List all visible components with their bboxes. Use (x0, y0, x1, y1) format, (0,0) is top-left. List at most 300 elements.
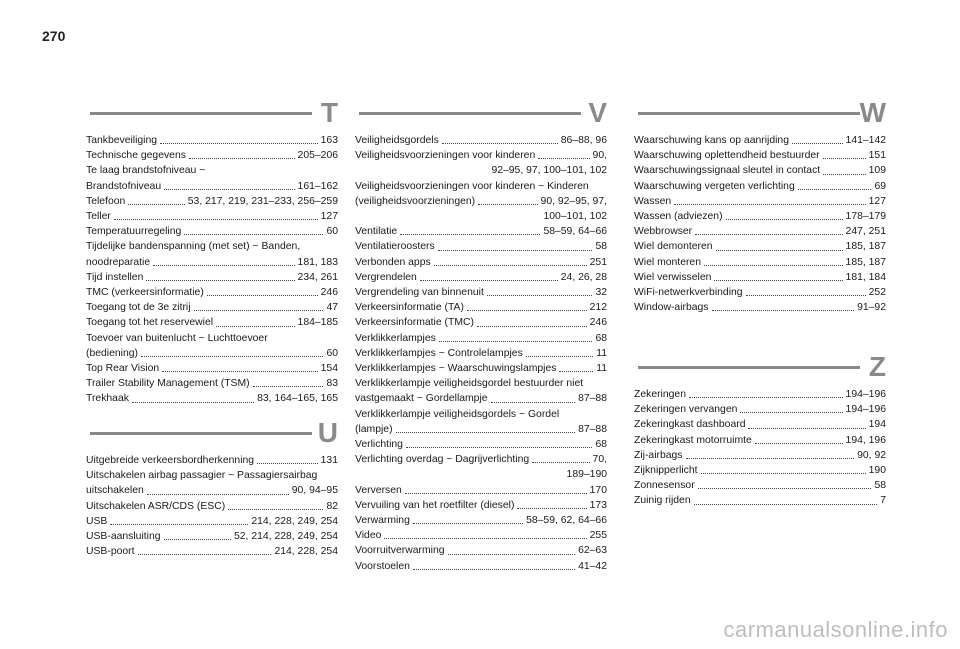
entry-term: Waarschuwing kans op aanrijding (634, 135, 789, 146)
entry-pages: 62–63 (578, 545, 607, 557)
entry-term: Verklikkerlampje veiligheidsgordels ~ Gordel (355, 408, 560, 420)
index-entry (355, 498, 607, 513)
index-entry (634, 402, 886, 417)
entry-pages: 127 (320, 211, 338, 223)
dot-leader (396, 432, 576, 433)
entry-term: Veiligheidsvoorzieningen voor kinderen ~ Kinderen (355, 180, 589, 192)
entry-term: Verkeersinformatie (TA) (355, 302, 464, 314)
index-entry (355, 270, 607, 285)
entry-term: Technische gegevens (86, 150, 186, 162)
entry-term: Telefoon (86, 195, 126, 207)
entry-pages: 100–101, 102 (543, 211, 607, 223)
index-entry (86, 391, 338, 406)
entry-pages: 194–196 (845, 404, 886, 416)
dot-leader (695, 234, 842, 235)
index-section (634, 350, 886, 509)
entry-pages: 60 (326, 347, 338, 359)
index-entry (634, 224, 886, 239)
index-entry (355, 224, 607, 239)
entry-pages: 214, 228, 249, 254 (251, 515, 338, 527)
entry-term: Zij-airbags (634, 449, 683, 461)
index-entry (86, 529, 338, 544)
entry-pages: 184–185 (297, 317, 338, 329)
dot-leader (406, 447, 592, 448)
dot-leader (413, 569, 575, 570)
index-column-3 (634, 96, 886, 509)
entry-pages: 181, 183 (297, 256, 338, 268)
index-entry (86, 148, 338, 163)
index-entry (634, 270, 886, 285)
index-entry (634, 163, 886, 178)
dot-leader (184, 234, 323, 235)
dot-leader (559, 371, 593, 372)
index-entry (86, 194, 338, 209)
index-entry (86, 270, 338, 285)
entry-pages: 90, 92 (857, 449, 886, 461)
dot-leader (823, 158, 866, 159)
dot-leader (257, 463, 318, 464)
entry-term: Top Rear Vision (86, 363, 160, 375)
index-entry (634, 285, 886, 300)
dot-leader (110, 524, 248, 525)
entry-pages: 252 (868, 287, 886, 299)
dot-leader (748, 428, 865, 429)
entry-term: Uitgebreide verkeersbordherkenning (86, 455, 255, 466)
entry-term: Verversen (355, 484, 402, 496)
entry-pages: 11 (596, 363, 607, 375)
index-entry (634, 300, 886, 315)
entry-term: Verlichting (355, 439, 403, 451)
index-entry (86, 483, 338, 498)
index-entry (634, 417, 886, 432)
section-divider (359, 112, 581, 115)
index-entry (86, 315, 338, 330)
entry-pages: 194 (868, 419, 886, 431)
entry-term: (veiligheidsvoorzieningen) (355, 195, 476, 207)
dot-leader (413, 523, 523, 524)
index-entry (355, 437, 607, 452)
dot-leader (716, 250, 843, 251)
section-header (86, 96, 338, 130)
index-entry-list (634, 387, 886, 509)
entry-term: USB-poort (86, 546, 135, 558)
index-entry (355, 483, 607, 498)
entry-pages: 24, 26, 28 (560, 271, 607, 283)
index-entry (355, 179, 607, 194)
entry-pages: 163 (320, 135, 338, 146)
entry-term: Wiel demonteren (634, 241, 713, 253)
index-entry (86, 163, 338, 178)
section-divider (638, 366, 860, 369)
entry-term: Uitschakelen ASR/CDS (ESC) (86, 500, 226, 512)
dot-leader (704, 265, 843, 266)
index-entry (355, 239, 607, 254)
entry-term: WiFi-netwerkverbinding (634, 287, 743, 299)
entry-term: Vergrendeling van binnenuit (355, 287, 484, 299)
dot-leader (689, 397, 843, 398)
entry-term: Zuinig rijden (634, 495, 691, 507)
entry-pages: 194–196 (845, 389, 886, 400)
entry-term: USB (86, 515, 108, 527)
entry-term: Teller (86, 211, 111, 223)
index-section (634, 96, 886, 350)
index-section (355, 96, 607, 574)
dot-leader (216, 326, 294, 327)
dot-leader (526, 356, 593, 357)
dot-leader (153, 265, 294, 266)
dot-leader (487, 295, 593, 296)
entry-pages: 131 (320, 455, 338, 466)
dot-leader (467, 310, 587, 311)
index-section (86, 96, 338, 416)
index-entry (355, 331, 607, 346)
entry-pages: 185, 187 (845, 256, 886, 268)
index-entry (355, 467, 607, 482)
index-entry (86, 499, 338, 514)
entry-term: Waarschuwing oplettendheid bestuurder (634, 150, 820, 162)
index-entry (634, 148, 886, 163)
entry-pages: 86–88, 96 (560, 135, 607, 146)
dot-leader (434, 265, 587, 266)
index-entry-list (86, 133, 338, 407)
dot-leader (438, 250, 593, 251)
entry-pages: 58–59, 64–66 (543, 226, 607, 238)
index-entry (86, 346, 338, 361)
entry-term: Veiligheidsgordels (355, 135, 439, 146)
index-entry (634, 239, 886, 254)
index-entry (86, 361, 338, 376)
entry-pages: 234, 261 (297, 271, 338, 283)
entry-pages: 90, 94–95 (291, 485, 338, 497)
index-section (86, 416, 338, 559)
entry-pages: 214, 228, 254 (274, 546, 338, 558)
section-letter: W (859, 97, 886, 128)
entry-pages: 11 (596, 347, 607, 359)
index-entry-list (355, 133, 607, 574)
entry-pages: 70, (592, 454, 607, 466)
entry-term: Zekeringen (634, 389, 686, 400)
dot-leader (128, 204, 184, 205)
entry-pages: 69 (874, 180, 886, 192)
entry-pages: 154 (320, 363, 338, 375)
index-entry (86, 468, 338, 483)
dot-leader (698, 488, 872, 489)
index-entry (355, 163, 607, 178)
index-entry (355, 148, 607, 163)
entry-pages: 181, 184 (845, 271, 886, 283)
index-entry (86, 376, 338, 391)
index-entry-list (86, 453, 338, 559)
entry-term: Voorruitverwarming (355, 545, 445, 557)
dot-leader (253, 386, 324, 387)
dot-leader (114, 219, 318, 220)
index-entry (634, 493, 886, 508)
index-column-2 (355, 96, 607, 574)
entry-pages: 178–179 (845, 211, 886, 223)
index-entry (634, 433, 886, 448)
dot-leader (420, 280, 558, 281)
entry-term: Veiligheidsvoorzieningen voor kinderen (355, 150, 536, 162)
entry-term: Zekeringen vervangen (634, 404, 738, 416)
entry-term: (bediening) (86, 347, 138, 359)
entry-term: Verklikkerlampjes (355, 332, 436, 344)
dot-leader (714, 280, 842, 281)
entry-pages: 52, 214, 228, 249, 254 (234, 531, 338, 543)
entry-term: Tankbeveiliging (86, 135, 158, 146)
index-entry (355, 361, 607, 376)
entry-term: TMC (verkeersinformatie) (86, 287, 204, 299)
entry-pages: 83 (326, 378, 338, 390)
entry-term: Toegang tot de 3e zitrij (86, 302, 191, 314)
section-letter: U (317, 417, 338, 448)
entry-pages: 47 (326, 302, 338, 314)
entry-pages: 173 (589, 499, 607, 511)
index-entry (634, 179, 886, 194)
entry-term: Ventilatieroosters (355, 241, 435, 253)
dot-leader (792, 143, 843, 144)
entry-term: Tijd instellen (86, 271, 144, 283)
page-number: 270 (42, 28, 66, 44)
dot-leader (138, 554, 272, 555)
dot-leader (207, 295, 318, 296)
index-entry (355, 315, 607, 330)
entry-pages: 58 (874, 480, 886, 492)
entry-term: Vergrendelen (355, 271, 417, 283)
index-entry (355, 407, 607, 422)
dot-leader (694, 504, 878, 505)
entry-term: Zekeringkast motorruimte (634, 434, 752, 446)
dot-leader (746, 295, 866, 296)
entry-pages: 127 (868, 195, 886, 207)
index-column-1 (86, 96, 338, 559)
dot-leader (491, 402, 576, 403)
entry-term: (lampje) (355, 423, 393, 435)
dot-leader (160, 143, 318, 144)
entry-term: Zekeringkast dashboard (634, 419, 746, 431)
dot-leader (164, 189, 294, 190)
index-entry (634, 255, 886, 270)
entry-pages: 91–92 (857, 302, 886, 314)
section-header (355, 96, 607, 130)
index-entry (355, 376, 607, 391)
entry-pages: 90, (592, 150, 607, 162)
index-entry (355, 543, 607, 558)
dot-leader (532, 462, 589, 463)
entry-term: Voorstoelen (355, 560, 410, 572)
index-entry (86, 514, 338, 529)
index-entry (355, 255, 607, 270)
entry-pages: 151 (868, 150, 886, 162)
entry-term: Trailer Stability Management (TSM) (86, 378, 250, 390)
entry-pages: 87–88 (578, 393, 607, 405)
index-entry (634, 387, 886, 402)
entry-pages: 194, 196 (845, 434, 886, 446)
dot-leader (147, 494, 289, 495)
dot-leader (798, 189, 872, 190)
entry-pages: 41–42 (578, 560, 607, 572)
entry-pages: 205–206 (297, 150, 338, 162)
entry-term: Verklikkerlampjes ~ Waarschuwingslampjes (355, 363, 557, 375)
section-letter: T (320, 97, 338, 128)
entry-term: Trekhaak (86, 393, 129, 405)
dot-leader (141, 356, 323, 357)
entry-term: Wiel monteren (634, 256, 701, 268)
entry-pages: 189–190 (566, 469, 607, 481)
dot-leader (538, 158, 589, 159)
dot-leader (439, 341, 593, 342)
dot-leader (189, 158, 295, 159)
index-entry (86, 453, 338, 468)
entry-term: Temperatuurregeling (86, 226, 182, 238)
dot-leader (384, 538, 586, 539)
entry-pages: 141–142 (845, 135, 886, 146)
index-entry (86, 331, 338, 346)
entry-pages: 83, 164–165, 165 (257, 393, 338, 405)
index-entry (355, 559, 607, 574)
entry-pages: 246 (320, 287, 338, 299)
index-entry (634, 448, 886, 463)
dot-leader (194, 310, 324, 311)
index-entry (355, 391, 607, 406)
dot-leader (740, 412, 842, 413)
entry-pages: 32 (595, 287, 607, 299)
section-divider (90, 112, 312, 115)
index-entry (355, 285, 607, 300)
dot-leader (442, 143, 558, 144)
dot-leader (164, 539, 231, 540)
index-entry (634, 133, 886, 148)
index-entry (355, 346, 607, 361)
entry-pages: 68 (595, 332, 607, 344)
entry-pages: 87–88 (578, 423, 607, 435)
index-entry (86, 179, 338, 194)
entry-term: USB-aansluiting (86, 531, 161, 543)
entry-term: Webbrowser (634, 226, 693, 238)
dot-leader (823, 174, 865, 175)
entry-term: Zijknipperlicht (634, 465, 698, 477)
index-entry (86, 133, 338, 148)
entry-pages: 60 (326, 226, 338, 238)
section-letter: Z (868, 351, 886, 382)
dot-leader (755, 443, 843, 444)
entry-term: Ventilatie (355, 226, 398, 238)
entry-pages: 170 (589, 484, 607, 496)
index-entry (355, 133, 607, 148)
entry-term: uitschakelen (86, 485, 144, 497)
index-entry (355, 513, 607, 528)
entry-term: Window-airbags (634, 302, 709, 314)
entry-term: Zonnesensor (634, 480, 695, 492)
index-entry (86, 239, 338, 254)
entry-pages: 255 (589, 530, 607, 542)
index-entry (634, 209, 886, 224)
entry-term: noodreparatie (86, 256, 151, 268)
dot-leader (405, 493, 587, 494)
entry-pages: 109 (868, 165, 886, 177)
entry-pages: 161–162 (297, 180, 338, 192)
index-entry (86, 300, 338, 315)
dot-leader (726, 219, 843, 220)
index-entry (355, 194, 607, 209)
entry-pages: 212 (589, 302, 607, 314)
index-entry (355, 422, 607, 437)
entry-term: Tijdelijke bandenspanning (met set) ~ Banden, (86, 241, 301, 253)
entry-term: Waarschuwing vergeten verlichting (634, 180, 795, 192)
entry-pages: 58–59, 62, 64–66 (526, 515, 607, 527)
dot-leader (132, 402, 254, 403)
entry-term: vastgemaakt ~ Gordellampje (355, 393, 488, 405)
entry-term: Verwarming (355, 515, 410, 527)
entry-term: Verklikkerlampjes ~ Controlelampjes (355, 347, 523, 359)
entry-term: Verkeersinformatie (TMC) (355, 317, 474, 329)
index-entry (86, 224, 338, 239)
index-entry (86, 285, 338, 300)
entry-pages: 68 (595, 439, 607, 451)
dot-leader (146, 280, 294, 281)
dot-leader (448, 554, 576, 555)
index-entry (355, 452, 607, 467)
entry-pages: 247, 251 (845, 226, 886, 238)
dot-leader (400, 234, 540, 235)
index-entry (634, 478, 886, 493)
entry-term: Video (355, 530, 382, 542)
dot-leader (712, 310, 855, 311)
entry-term: Toegang tot het reservewiel (86, 317, 214, 329)
dot-leader (517, 508, 586, 509)
index-entry (355, 209, 607, 224)
section-header (86, 416, 338, 450)
index-entry (86, 544, 338, 559)
entry-term: Te laag brandstofniveau ~ (86, 165, 206, 177)
index-entry (634, 194, 886, 209)
entry-pages: 190 (868, 465, 886, 477)
entry-term: Uitschakelen airbag passagier ~ Passagiersairbag (86, 470, 318, 482)
entry-pages: 92–95, 97, 100–101, 102 (491, 165, 607, 177)
dot-leader (477, 326, 587, 327)
index-entry-list (634, 133, 886, 315)
entry-pages: 90, 92–95, 97, (540, 195, 607, 207)
entry-pages: 246 (589, 317, 607, 329)
entry-pages: 7 (880, 495, 886, 507)
dot-leader (674, 204, 866, 205)
entry-term: Waarschuwingssignaal sleutel in contact (634, 165, 821, 177)
section-header (634, 96, 886, 130)
index-entry (634, 463, 886, 478)
index-entry (86, 209, 338, 224)
entry-term: Vervuiling van het roetfilter (diesel) (355, 499, 515, 511)
entry-term: Verklikkerlampje veiligheidsgordel bestuurder niet (355, 378, 584, 390)
entry-term: Wiel verwisselen (634, 271, 712, 283)
index-entry (86, 255, 338, 270)
entry-term: Wassen (634, 195, 672, 207)
entry-term: Wassen (adviezen) (634, 211, 723, 223)
entry-term: Brandstofniveau (86, 180, 162, 192)
index-entry (355, 528, 607, 543)
watermark: carmanualsonline.info (723, 617, 948, 642)
section-divider (638, 112, 860, 115)
index-entry (355, 300, 607, 315)
entry-pages: 53, 217, 219, 231–233, 256–259 (187, 195, 338, 207)
entry-term: Toevoer van buitenlucht ~ Luchttoevoer (86, 332, 268, 344)
dot-leader (686, 458, 855, 459)
entry-pages: 251 (589, 256, 607, 268)
dot-leader (162, 371, 317, 372)
entry-pages: 82 (326, 500, 338, 512)
dot-leader (701, 473, 866, 474)
section-divider (90, 432, 312, 435)
section-header (634, 350, 886, 384)
dot-leader (228, 509, 323, 510)
